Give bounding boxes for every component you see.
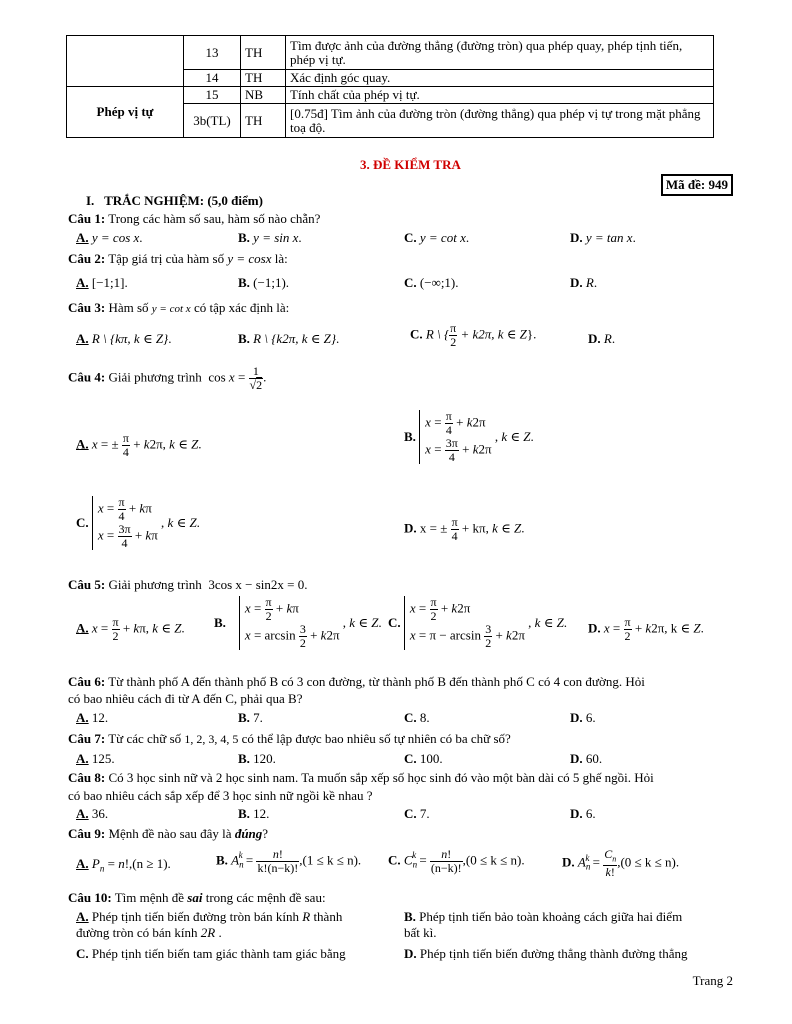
page-number: Trang 2 — [692, 973, 733, 988]
exam-code: Mã đề: 949 — [661, 174, 733, 196]
q5-option-d[interactable]: D. x = $\frac{\pi}{2}$ + k2π, k ∈ Z. — [588, 615, 704, 643]
q9-option-b[interactable]: B. $A_n^k$ = $\frac{n!}{k!(n-k)!}$ ,(1 ≤ k ≤ n). — [216, 847, 362, 875]
q5-option-c[interactable]: C. x = $\frac{\pi}{2}$ + k2π x = π − arcsin $\frac{3}{2}$ + k2π , k ∈ Z. — [388, 595, 568, 650]
question-8: Câu 8: Có 3 học sinh nữ và 2 học sinh nam. Ta muốn sắp xếp số học sinh đó vào một bàn dài có 5 ghế ngồi. Hỏi — [68, 770, 654, 785]
matrix-desc: [0.75đ] Tìm ảnh của đường tròn (đường thẳng) qua phép vị tự trong mặt phẳng toạ độ. — [286, 104, 714, 138]
question-7: Câu 7: Từ các chữ số 1, 2, 3, 4, 5 có thể lập được bao nhiêu số tự nhiên có ba chữ số? — [68, 731, 511, 746]
q10-option-d[interactable]: D. Phép tịnh tiến biến đường thẳng thành đường thẳng — [404, 946, 688, 961]
q8-option-c[interactable]: C. 7. — [404, 806, 430, 821]
question-1: Câu 1: Trong các hàm số sau, hàm số nào chẵn? — [68, 211, 321, 226]
q8-option-b[interactable]: B. 12. — [238, 806, 270, 821]
matrix-num: 15 — [184, 87, 241, 104]
matrix-desc: Tính chất của phép vị tự. — [286, 87, 714, 104]
q2-option-b[interactable]: B. (−1;1). — [238, 275, 290, 290]
q8-option-a[interactable]: A. 36. — [76, 806, 109, 821]
topic-cell: Phép vị tự — [67, 87, 184, 138]
q5-option-a[interactable]: A. x = $\frac{\pi}{2}$ + kπ, k ∈ Z. — [76, 615, 185, 643]
q6-option-a[interactable]: A. 12. — [76, 710, 109, 725]
q6-option-c[interactable]: C. 8. — [404, 710, 430, 725]
q2-option-c[interactable]: C. (−∞;1). — [404, 275, 459, 290]
q7-option-b[interactable]: B. 120. — [238, 751, 276, 766]
q7-option-c[interactable]: C. 100. — [404, 751, 443, 766]
q5-option-b[interactable]: B. x = $\frac{\pi}{2}$ + kπ x = arcsin $\frac{3}{2}$ + k2π , k ∈ Z. — [214, 595, 382, 650]
q1-option-d[interactable]: D. y = tan x. — [570, 230, 636, 245]
q4-option-b[interactable]: B. x = $\frac{\pi}{4}$ + k2π x = $\frac{3\pi}{4}$ + k2π , k ∈ Z. — [404, 409, 534, 464]
matrix-level: TH — [241, 36, 286, 70]
q7-option-d[interactable]: D. 60. — [570, 751, 603, 766]
section-title: 3. ĐỀ KIỂM TRA — [360, 157, 461, 172]
question-5: Câu 5: Giải phương trình 3cos x − sin2x = 0. — [68, 577, 308, 592]
q8-option-d[interactable]: D. 6. — [570, 806, 596, 821]
question-6-cont: có bao nhiêu cách đi từ A đến C, phải qua B? — [68, 691, 303, 706]
matrix-level: NB — [241, 87, 286, 104]
matrix-num: 3b(TL) — [184, 104, 241, 138]
question-6: Câu 6: Từ thành phố A đến thành phố B có 3 con đường, từ thành phố B đến thành phố C có 4 con đường. Hỏi — [68, 674, 645, 689]
q4-option-d[interactable]: D. x = ± $\frac{\pi}{4}$ + kπ, k ∈ Z. — [404, 515, 525, 543]
q6-option-d[interactable]: D. 6. — [570, 710, 596, 725]
q2-option-a[interactable]: A. [−1;1]. — [76, 275, 128, 290]
q3-option-a[interactable]: A. R \ {kπ, k ∈ Z}. — [76, 331, 172, 346]
q10-option-c[interactable]: C. Phép tịnh tiến biến tam giác thành tam giác bằng — [76, 946, 346, 961]
q1-option-a[interactable]: A. y = cos x. — [76, 230, 143, 245]
q3-option-c[interactable]: C. R \ { $\frac{\pi}{2}$ + k2π, k ∈ Z}. — [410, 321, 537, 349]
q2-option-d[interactable]: D. R. — [570, 275, 598, 290]
question-8-cont: có bao nhiêu cách sắp xếp để 3 học sinh nữ ngồi kề nhau ? — [68, 788, 373, 803]
matrix-level: TH — [241, 104, 286, 138]
q4-option-a[interactable]: A. x = ± $\frac{\pi}{4}$ + k2π, k ∈ Z. — [76, 431, 202, 459]
question-10: Câu 10: Tìm mệnh đề sai trong các mệnh đề sau: — [68, 890, 326, 905]
q1-option-b[interactable]: B. y = sin x. — [238, 230, 302, 245]
q9-option-d[interactable]: D. $A_n^k$ = $\frac{C_n}{k!}$ ,(0 ≤ k ≤ n). — [562, 847, 680, 880]
q9-option-c[interactable]: C. $C_n^k$ = $\frac{n!}{(n-k)!}$ ,(0 ≤ k ≤ n). — [388, 847, 525, 875]
q10-option-b[interactable]: B. Phép tịnh tiến bảo toàn khoảng cách giữa hai điểm — [404, 909, 683, 924]
question-4: Câu 4: Giải phương trình cos x = $\frac{1}{√2}$ . — [68, 364, 267, 392]
question-3: Câu 3: Hàm số y = cot x có tập xác định là: — [68, 300, 290, 315]
matrix-level: TH — [241, 70, 286, 87]
q4-option-c[interactable]: C. x = $\frac{\pi}{4}$ + kπ x = $\frac{3\pi}{4}$ + kπ , k ∈ Z. — [76, 495, 200, 550]
q6-option-b[interactable]: B. 7. — [238, 710, 263, 725]
question-2: Câu 2: Tập giá trị của hàm số y = cosx là: — [68, 251, 288, 266]
q7-option-a[interactable]: A. 125. — [76, 751, 115, 766]
matrix-table — [66, 35, 714, 138]
q9-option-a[interactable]: A. $P_n = n!,(n \ge 1)$. — [76, 856, 171, 874]
q10-option-a[interactable]: A. Phép tịnh tiến biến đường tròn bán kính R thành — [76, 909, 343, 924]
q1-option-c[interactable]: C. y = cot x. — [404, 230, 470, 245]
part-heading: I. TRẮC NGHIỆM: (5,0 điểm) — [86, 193, 263, 208]
topic-cell-empty — [67, 36, 184, 87]
matrix-num: 13 — [184, 36, 241, 70]
matrix-desc: Tìm được ảnh của đường thẳng (đường tròn) qua phép quay, phép tịnh tiến, phép vị tự. — [286, 36, 714, 70]
matrix-num: 14 — [184, 70, 241, 87]
q10-option-b-cont: bất kì. — [404, 925, 437, 940]
q10-option-a-cont: đường tròn có bán kính 2R . — [76, 925, 222, 940]
q3-option-d[interactable]: D. R. — [588, 331, 616, 346]
matrix-desc: Xác định góc quay. — [286, 70, 714, 87]
q3-option-b[interactable]: B. R \ {k2π, k ∈ Z}. — [238, 331, 340, 346]
question-9: Câu 9: Mệnh đề nào sau đây là đúng? — [68, 826, 269, 841]
